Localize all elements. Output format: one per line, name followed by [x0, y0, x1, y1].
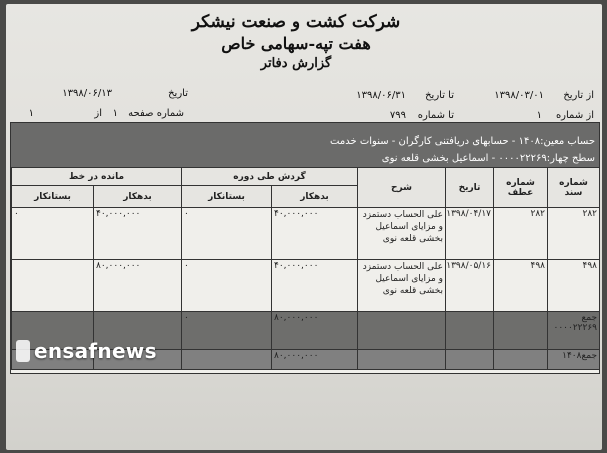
- balance-group-header: مانده در خط: [12, 168, 182, 186]
- doc-no-header: شماره سند: [548, 168, 600, 208]
- total1-desc: [358, 312, 446, 350]
- account-band: حساب معین:۱۴۰۸ - حسابهای دریافتنی کارگران - سنوات خدمت: [11, 133, 599, 150]
- total2-credit: [182, 350, 272, 370]
- watermark: ensafnews: [34, 339, 157, 363]
- top-band: [11, 123, 599, 133]
- to-number-label: تا شماره: [417, 110, 454, 121]
- from-date-label: از تاریخ: [563, 90, 594, 101]
- row-desc: علی الحساب دستمزد و مزایای اسماعیل بخشی قلعه نوی: [358, 208, 446, 260]
- total1-ref: [494, 312, 548, 350]
- total1-date: [446, 312, 494, 350]
- from-number-label: از شماره: [555, 110, 594, 121]
- turn-debit-header: بدهکار: [272, 186, 358, 208]
- company-type: هفت تپه-سهامی خاص: [221, 34, 371, 53]
- bal-debit-header: بدهکار: [94, 186, 182, 208]
- total1-label: جمع ۰۰۰۰۲۲۲۶۹: [548, 312, 600, 350]
- row-doc-no: ۲۸۲: [548, 208, 600, 260]
- table-row: [12, 260, 600, 312]
- group-header-row: [12, 168, 600, 186]
- row-debit: ۴۰,۰۰۰,۰۰۰: [272, 208, 358, 260]
- total2-date: [446, 350, 494, 370]
- row-bal-credit: ۰: [12, 208, 94, 260]
- row-debit: ۴۰,۰۰۰,۰۰۰: [272, 260, 358, 312]
- row-doc-no: ۴۹۸: [548, 260, 600, 312]
- page-label: شماره صفحه: [128, 108, 184, 119]
- total2-label: جمع۱۴۰۸: [548, 350, 600, 370]
- page-of: از: [94, 108, 102, 119]
- row-ref-no: ۲۸۲: [494, 208, 548, 260]
- ref-no-header: شماره عطف: [494, 168, 548, 208]
- total2-desc: [358, 350, 446, 370]
- ledger-frame: [10, 122, 600, 374]
- page-total: ۱: [28, 108, 34, 119]
- desc-header: شرح: [358, 168, 446, 208]
- turn-credit-header: بستانکار: [182, 186, 272, 208]
- watermark-logo-icon: [16, 340, 30, 362]
- from-date: ۱۳۹۸/۰۳/۰۱: [494, 90, 544, 101]
- from-number: ۱: [536, 110, 542, 121]
- row-date: ۱۳۹۸/۰۴/۱۷: [446, 208, 494, 260]
- table-row: [12, 208, 600, 260]
- to-number: ۷۹۹: [389, 110, 406, 121]
- row-credit: ۰: [182, 260, 272, 312]
- to-date: ۱۳۹۸/۰۶/۳۱: [356, 90, 406, 101]
- bal-credit-header: بستانکار: [12, 186, 94, 208]
- row-credit: ۰: [182, 208, 272, 260]
- turnover-group-header: گردش طی دوره: [182, 168, 358, 186]
- total2-debit: ۸۰,۰۰۰,۰۰۰: [272, 350, 358, 370]
- date-label: تاریخ: [168, 88, 188, 99]
- date-header: تاریخ: [446, 168, 494, 208]
- company-name: شرکت کشت و صنعت نیشکر: [191, 12, 401, 32]
- row-bal-debit: ۸۰,۰۰۰,۰۰۰: [94, 260, 182, 312]
- report-date: ۱۳۹۸/۰۶/۱۳: [62, 88, 112, 99]
- total1-credit: ۰: [182, 312, 272, 350]
- to-date-label: تا تاریخ: [425, 90, 454, 101]
- row-desc: علی الحساب دستمزد و مزایای اسماعیل بخشی قلعه نوی: [358, 260, 446, 312]
- page-number: ۱: [112, 108, 118, 119]
- row-bal-credit: [12, 260, 94, 312]
- row-bal-debit: ۴۰,۰۰۰,۰۰۰: [94, 208, 182, 260]
- report-paper: [6, 4, 602, 450]
- detail-band: سطح چهار:۰۰۰۰۲۲۲۶۹ - اسماعیل بخشی قلعه نوی: [11, 150, 599, 167]
- total2-ref: [494, 350, 548, 370]
- row-date: ۱۳۹۸/۰۵/۱۶: [446, 260, 494, 312]
- row-ref-no: ۴۹۸: [494, 260, 548, 312]
- total1-debit: ۸۰,۰۰۰,۰۰۰: [272, 312, 358, 350]
- report-title: گزارش دفاتر: [260, 56, 332, 71]
